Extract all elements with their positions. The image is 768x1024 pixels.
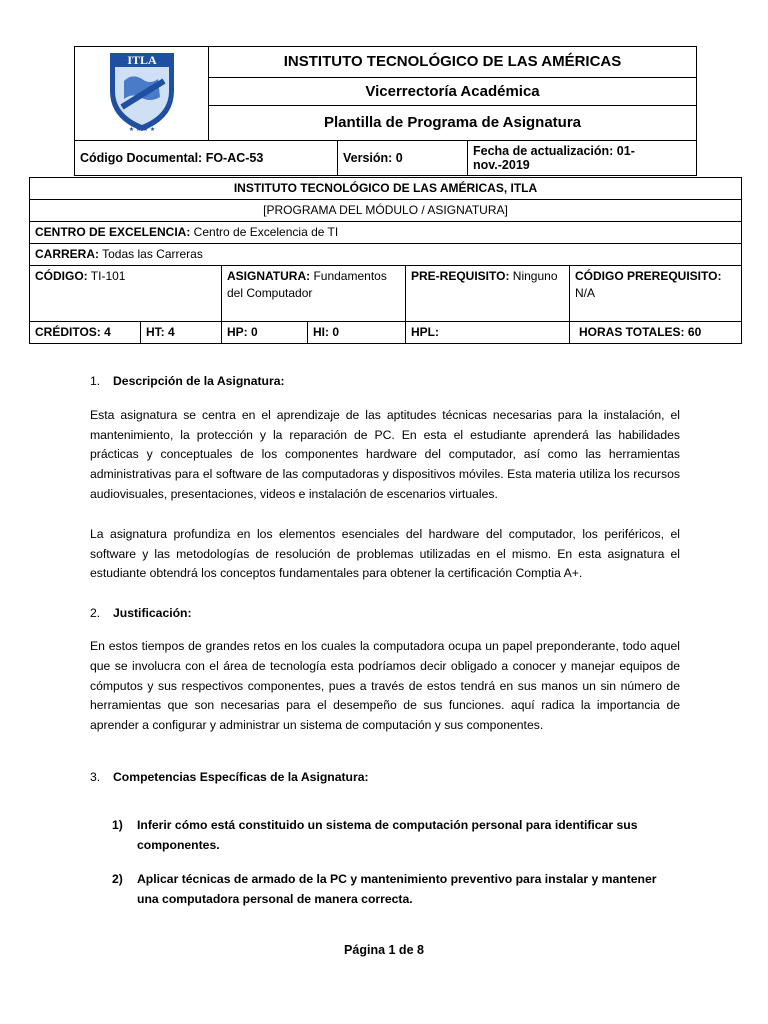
subject-cell: ASIGNATURA: Fundamentos del Computador: [222, 266, 406, 322]
department-title: Vicerrectoría Académica: [209, 77, 697, 105]
document-body: [90, 372, 680, 910]
center-row: CENTRO DE EXCELENCIA: Centro de Excelencia de TI: [30, 222, 742, 244]
career-row: CARRERA: Todas las Carreras: [30, 244, 742, 266]
section-3-heading: 3. Competencias Específicas de la Asignatura:: [90, 769, 369, 784]
section-2-heading: 2. Justificación:: [90, 606, 192, 621]
page-number: Página 1 de 8: [344, 943, 424, 957]
doc-code: Código Documental: FO-AC-53: [75, 141, 338, 176]
credits-cell: CRÉDITOS: 4: [30, 322, 141, 344]
competency-item: 1) Inferir cómo está constituido un sistema de computación personal para identificar sus componentes.: [112, 817, 638, 852]
update-date: Fecha de actualización: 01-nov.-2019: [468, 141, 697, 176]
competencies-list: [112, 816, 680, 910]
program-table: [29, 177, 742, 344]
prereq-cell: PRE-REQUISITO: Ninguno: [406, 266, 570, 322]
competency-item: 2) Aplicar técnicas de armado de la PC y mantenimiento preventivo para instalar y mantener una computadora personal de manera correcta.: [112, 872, 657, 907]
header-table: [74, 46, 697, 176]
section-1-heading: 1. Descripción de la Asignatura:: [90, 374, 285, 388]
institution-title: INSTITUTO TECNOLÓGICO DE LAS AMÉRICAS: [209, 47, 697, 78]
total-hours-cell: HORAS TOTALES: 60: [570, 322, 742, 344]
version: Versión: 0: [338, 141, 468, 176]
prereq-code-cell: CÓDIGO PREREQUISITO: N/A: [570, 266, 742, 322]
svg-text:ITLA: ITLA: [126, 53, 157, 67]
hp-cell: HP: 0: [222, 322, 308, 344]
svg-text:★ ★ ★ ★: ★ ★ ★ ★: [128, 127, 155, 133]
program-institution: INSTITUTO TECNOLÓGICO DE LAS AMÉRICAS, ITLA: [30, 178, 742, 200]
section-2-paragraph-1: En estos tiempos de grandes retos en los cuales la computadora ocupa un papel preponderante, todo aquel que se involucra con el área de tecnología esta podríamos decir obligado a conocer y manejar equipos de cómputos y sus respectivos componentes, pues a través de estos tendrá en sus manos un sin número de herramientas que son necesarias para el desempeño de sus funciones. aquí radica la importancia de aprender a configurar y administrar un sistema de computación y sus componentes.: [90, 638, 680, 733]
section-1-paragraph-2: La asignatura profundiza en los elementos esenciales del hardware del computador, los periféricos, el software y las metodologías de resolución de problemas utilizadas en el mismo. En esta asignatura el estudiante obtendrá los conceptos fundamentales para obtener la certificación Comptia A+.: [90, 526, 680, 581]
program-module: [PROGRAMA DEL MÓDULO / ASIGNATURA]: [30, 200, 742, 222]
hpl-cell: HPL:: [406, 322, 570, 344]
template-title: Plantilla de Programa de Asignatura: [209, 105, 697, 140]
code-cell: CÓDIGO: TI-101: [30, 266, 222, 322]
itla-logo: [102, 47, 182, 135]
logo-cell: [75, 47, 209, 141]
hi-cell: HI: 0: [308, 322, 406, 344]
section-1-paragraph-1: Esta asignatura se centra en el aprendizaje de las aptitudes técnicas necesarias para la instalación, el mantenimiento, la protección y la reparación de PC. En esta el estudiante aprenderá las habilidades prácticas y conceptuales de los componentes hardware del computador, así como las herramientas administrativas para el software de las computadoras y dispositivos móviles. Esta materia utiliza los recursos audiovisuales, presentaciones, videos e instalación de escenarios virtuales.: [90, 407, 680, 501]
ht-cell: HT: 4: [141, 322, 222, 344]
